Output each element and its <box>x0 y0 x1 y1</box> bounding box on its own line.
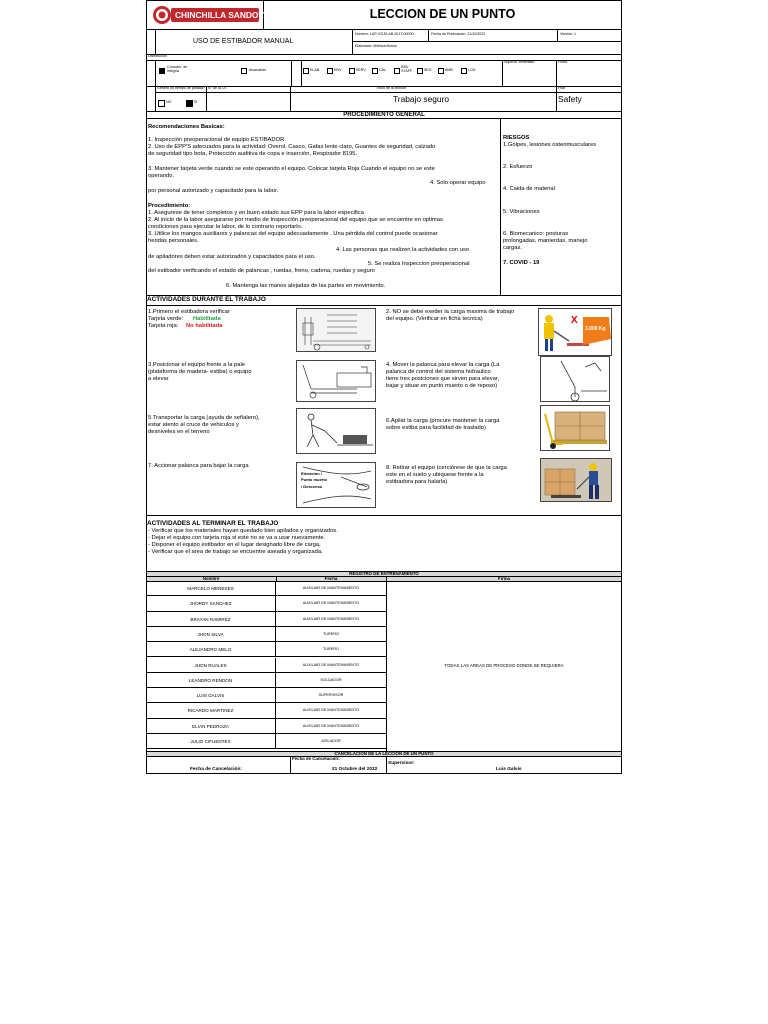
registro-cargo: AISLADOR <box>321 739 341 743</box>
ot-label: N° de la OT <box>208 86 227 90</box>
area-option-ing-staff: ING/ STAFF <box>401 65 413 73</box>
cancelacion-title: CANCELACIÓN DE LA LECCIÓN DE UN PUNTO <box>334 750 434 756</box>
max-load-warning-image <box>538 308 612 356</box>
step-1-roja-value: No habilitada <box>186 323 223 329</box>
terminar-item-3: - Disponer el equipo estibador en el lugar designado libre de carga. <box>148 542 321 548</box>
registro-nombre: BRAYAN RAMIREZ <box>146 612 276 626</box>
registro-cargo: TURERO <box>322 647 340 652</box>
estibador-diagram-image <box>296 308 376 352</box>
elaborado: Elaborado: Melissa Bonsu <box>355 44 397 48</box>
numero: Número: LUP-VS-ELAB-2017-00000 <box>355 32 414 36</box>
step-1-verde-label: Tarjeta verde: <box>148 316 184 322</box>
tipo-check-anomalias[interactable] <box>241 68 247 74</box>
lever-image <box>540 356 610 402</box>
registro-col-nombre: Nombre <box>202 575 220 581</box>
table-row <box>146 627 386 642</box>
parada-si-label: SÍ <box>194 100 198 104</box>
registro-nombre: RICARDO MARTINEZ <box>146 703 276 717</box>
tipo-option-conocimiento: Conocim. de integría <box>167 65 188 73</box>
table-row <box>146 658 386 673</box>
step-4-text-2: palanca de control del sistema hidraulico <box>386 369 491 375</box>
tiempo-parada-label: Generó un tiempo de parada? <box>157 86 205 90</box>
step-8-text-2: este en el suelo y ubiquese frente a la <box>386 472 484 478</box>
cancelacion-supervisor-label: Supervisor: <box>388 761 415 766</box>
registro-cargo: AUXILIAR DE MANTENIMIENTO <box>302 723 360 728</box>
registro-title: REGISTRO DE ENTRENAMIENTO <box>349 570 419 576</box>
area-option-elab: ELAB <box>310 68 320 72</box>
terminar-item-1: - Verificar que los materiales hayan quedado bien apilados y organizados. <box>148 528 338 534</box>
terminar-item-4: - Verificar que el area de trabajo se encuentre aseada y organizada. <box>148 549 323 555</box>
distribucion-label: Distribución <box>148 54 167 58</box>
registro-cargo: SUPERVISOR <box>318 693 344 698</box>
titulo-leccion: Trabajo seguro <box>393 94 450 104</box>
tipo-check-conocimiento[interactable] <box>159 68 165 74</box>
table-row <box>146 719 386 734</box>
registro-cargo: AUXILIAR DE MANTENIMIENTO <box>302 708 360 713</box>
area-option-cal: CAL <box>379 68 386 72</box>
company-logo <box>151 4 275 26</box>
registro-cargo: AUXILIAR DE MANTENIMIENTO <box>302 601 360 606</box>
registro-cargo: SOLDADOR <box>320 677 342 682</box>
registro-nombre: JHON RUALES <box>146 658 276 672</box>
step-5-text-3: desniveles en el terreno <box>148 429 210 435</box>
area-option-amb: AMB <box>445 68 453 72</box>
area-check-elab[interactable] <box>303 68 309 74</box>
step-4-text: 4. Mover la palanca para elevar la carga (La <box>386 362 500 368</box>
area-check-serv[interactable] <box>349 68 355 74</box>
registro-cargo: AUXILIAR DE MANTENIMIENTO <box>302 616 360 621</box>
parada-no-label: NO <box>166 100 172 104</box>
registro-nombre: JHORDY SANCHEZ <box>146 596 276 610</box>
table-row <box>146 581 386 596</box>
durante-title: ACTIVIDADES DURANTE EL TRABAJO <box>147 296 266 303</box>
superior-label: Superior Inmediato <box>504 60 535 64</box>
step-3-text-2: (plataforma de madera- estiba) o equipo <box>148 369 252 375</box>
registro-nombre: LEANDRO RENDON <box>146 673 276 687</box>
registro-nombre: LUIS GALVIS <box>146 688 276 702</box>
version: Versión: 1 <box>560 32 576 36</box>
table-row <box>146 703 386 718</box>
lup-sheet: CHINCHILLA SANDOVAL LECCION DE UN PUNTO USO DE ESTIBADOR MANUAL Número: LUP-VS-ELAB-2017-00000 Fecha de Publicación: 21/10/2022 Versión: 1 Elaborado: Melissa Bonsu Distribución Conocim. de integría Anomalías ELAB ENV SERV CAL ING/ STAFF SEG AMB LOG Superior Inmediato Firma Generó un tiempo de parada? N° de la OT NO SÍ Título de la lección Trabajo seguro Pilar Safety PROCEDIMIENTO GENERAL Recomendaciones Basicas: 1. Inspección preoperacional de equipo ESTIBADOR. 2. Uso de EPP'S adecuados para la actividad: Overol, Casco, Gafas lente claro, Guantes de seguridad, calzado de seguridad tipo bota, Protección auditiva de copa e inserción, Respirador 8195. 3. Mantener tarjeta verde cuando se este operando el equipo. Colocar tarjeta Roja Cuando el equipo no se este operando. 4. Solo operar equipo por personal autorizado y capacitado para la labor. Procedimiento: 1. Asegurese de tener completos y en buen estado sus EPP para la labor especifica 2. Al inicio de la labor asegurarse por medio de Inspección preoperacional del equipo que se encuentre en optimas condiciones para ejecutar la labor, de lo contrario reportarlo. 3. Utilice los mangos auxiliares y palancas del equipo adecuadamente . Una pérdida del control puede ocasionar heridas personales. 4. Las personas que realizen la actividades con uso de apiladores deben estar autorizados y capacitados para el uso. 5. Se realiza Inspeccion preoperacional del estibador verificando el estado de palancas , ruedas, freno, cadena, ruedas y seguro 6. Mantenga las manos alejadas de las partes en movimiento. RIESGOS 1.Golpes, lesiones osteomusculares 2. Esfuerzo 4. Caida de material 5. Vibraciones 6. Biomecanico: posturas prolongadas, manierdas, manejo cargas. 7. COVID - 19 ACTIVIDADES DURANTE EL TRABAJO 1.Primero el estibadora verificar Tarjeta verde: Habilitada Tarjeta roja: No habilitada 2. NO se debe exeder la carga maxima de trabajo del equipo. (Verificar en ficha tecnica) X 3.000 Kg 3.Posicionar el equipo frente a la pale (plataforma de madera- estiba) o equipo a elevar 4. Mover la palanca para elevar la carga (La palanca de control del sistema hidraulico tiene tres posiciones que sirven para elevar, bajar y situar en punto muerto o de reposo) 5.Transportar la carga (ayuda de señalero), estar atento al cruce de vehiculos y desniveles en el terreno 6.Apilar la carga (procure mantener la carga sobre estiba para facilidad de traslado) 7. Accionar palanca para bajar la carga Elevación / Punto muerto / Descenso 8. Retirar el equipo (cerciórese de que la carga este en el suelo y ubiquese frente a la estibadora para halarla) ACTIVIDADES AL TERMINAR EL TRABAJO - Verificar que los materiales hayan quedado bien apilados y organizados. - Dejar el equipo con tarjeta roja si este no se va a usar nuevamente. - Disponer el equipo estibador en el lugar designado libre de carga. - Verificar que el area de trabajo se encuentre aseada y organizada. REGISTRO DE ENTRENAMIENTO Nombre Fecha Firma TODAS LAS AREAS DE PROCESO DONDE SE REQUIERA CANCELACIÓN DE LA LECCIÓN DE UN PUNTO Fecha de Cancelación: Fecha de Cancelación: 21 Octubre del 2022 Supervisor: Luis Galvis MARCELO MENESES AUXILIAR DE MANTENIMIENTO JHORDY SANCHEZ AUXILIAR DE MANTENIMIENTO BRAYAN RAMIREZ AUXILIAR DE MANTENIMIENTO JHON SILVA TURERO ALEJANDRO MELO TURERO JHON RUALES AUXILIAR DE MANTENIMIENTO LEANDRO RENDON SOLDADOR LUIS GALVIS SUPERVISOR RICARDO MARTINEZ AUXILIAR DE MANTENIMIENTO ELIAN PEDROZA AUXILIAR DE MANTENIMIENTO JULIO CIFUENTES AISLADOR <box>146 0 622 775</box>
pilar-value: Safety <box>558 94 582 104</box>
registro-col-firma: Firma <box>498 575 510 581</box>
area-check-cal[interactable] <box>372 68 378 74</box>
company-name: CHINCHILLA SANDOVAL <box>175 10 275 20</box>
table-row <box>146 642 386 657</box>
registro-firma-text: TODAS LAS AREAS DE PROCESO DONDE SE REQUIERA <box>444 663 564 668</box>
table-row <box>146 596 386 611</box>
registro-nombre: ALEJANDRO MELO <box>146 642 276 656</box>
tema-title: USO DE ESTIBADOR MANUAL <box>193 38 294 45</box>
cancelacion-supervisor-value: Luis Galvis <box>496 767 522 772</box>
terminar-title: ACTIVIDADES AL TERMINAR EL TRABAJO <box>147 520 279 527</box>
firma-label: Firma <box>558 60 568 64</box>
step-1-verde-value: Habilitada <box>193 316 221 322</box>
page-title: LECCION DE UN PUNTO <box>369 7 516 21</box>
registro-nombre: MARCELO MENESES <box>146 581 276 595</box>
cancelacion-fecha-label: Fecha de Cancelación: <box>190 767 242 772</box>
pilar-label: Pilar <box>558 86 566 90</box>
area-check-ing-staff[interactable] <box>394 68 400 74</box>
step-8-text: 8. Retirar el equipo (cerciórese de que la carga <box>386 465 507 471</box>
step-3-text-3: a elevar <box>148 376 169 382</box>
area-check-amb[interactable] <box>438 68 444 74</box>
worker-pulling-image <box>540 458 612 502</box>
registro-cargo: TURERO <box>322 631 340 636</box>
table-row <box>146 688 386 703</box>
registro-col-fecha: Fecha <box>324 575 338 581</box>
step-4-text-3: tiene tres posiciones que sirven para elevar, <box>386 376 500 382</box>
step-5-text: 5.Transportar la carga (ayuda de señalero), <box>148 415 260 421</box>
transport-image <box>296 408 376 454</box>
step-6-text: 6.Apilar la carga (procure mantener la carga <box>386 418 500 424</box>
area-option-serv: SERV <box>356 68 366 72</box>
area-check-seg[interactable] <box>417 68 423 74</box>
area-check-log[interactable] <box>461 68 467 74</box>
max-load-weight: 3.000 Kg <box>585 326 606 332</box>
table-row <box>146 734 386 749</box>
step-6-text-2: sobre estiba para facilidad de traslado) <box>386 425 486 431</box>
positioning-image <box>296 360 376 402</box>
step-5-text-2: estar atento al cruce de vehiculos y <box>148 422 239 428</box>
area-option-seg: SEG <box>424 68 432 72</box>
tipo-option-anomalias: Anomalías <box>249 68 266 72</box>
step-2-text: 2. NO se debe exeder la carga maxima de trabajo <box>386 309 515 315</box>
cancelacion-fecha-value: 21 Octubre del 2022 <box>332 767 378 772</box>
stacking-image <box>540 405 610 451</box>
lower-lever-image <box>296 462 376 508</box>
cancelacion-fecha-label-small: Fecha de Cancelación: <box>292 756 340 761</box>
svg-text:X: X <box>571 315 578 326</box>
lever-positions-text: Elevación / Punto muerto / Descenso <box>301 471 327 489</box>
titulo-leccion-label: Título de la lección <box>376 86 406 90</box>
registro-cargo: AUXILIAR DE MANTENIMIENTO <box>302 586 360 590</box>
parada-no-check[interactable] <box>158 100 165 107</box>
step-4-text-4: bajar y situar en punto muerto o de reposo) <box>386 383 498 389</box>
table-row <box>146 612 386 627</box>
fecha-publicacion: Fecha de Publicación: 21/10/2022 <box>431 32 486 36</box>
registro-nombre: JHON SILVA <box>146 627 276 641</box>
step-1-text: 1.Primero el estibadora verificar <box>148 309 230 315</box>
step-8-text-3: estibadora para halarla) <box>386 479 448 485</box>
area-check-env[interactable] <box>327 68 333 74</box>
registro-nombre: JULIO CIFUENTES <box>146 734 276 748</box>
area-option-log: LOG <box>468 68 476 72</box>
area-option-env: ENV <box>334 68 342 72</box>
step-3-text: 3.Posicionar el equipo frente a la pale <box>148 362 246 368</box>
table-row <box>146 673 386 688</box>
terminar-item-2: - Dejar el equipo con tarjeta roja si este no se va a usar nuevamente. <box>148 535 326 541</box>
registro-cargo: AUXILIAR DE MANTENIMIENTO <box>302 662 360 667</box>
procedimiento-heading: PROCEDIMIENTO GENERAL <box>343 112 425 118</box>
step-1-roja-label: Tarjeta roja: <box>148 323 179 329</box>
step-2-text-2: del equipo. (Verificar en ficha tecnica) <box>386 316 483 322</box>
registro-nombre: ELIAN PEDROZA <box>146 719 276 733</box>
step-7-text: 7. Accionar palanca para bajar la carga <box>148 463 249 469</box>
parada-si-check[interactable] <box>186 100 193 107</box>
